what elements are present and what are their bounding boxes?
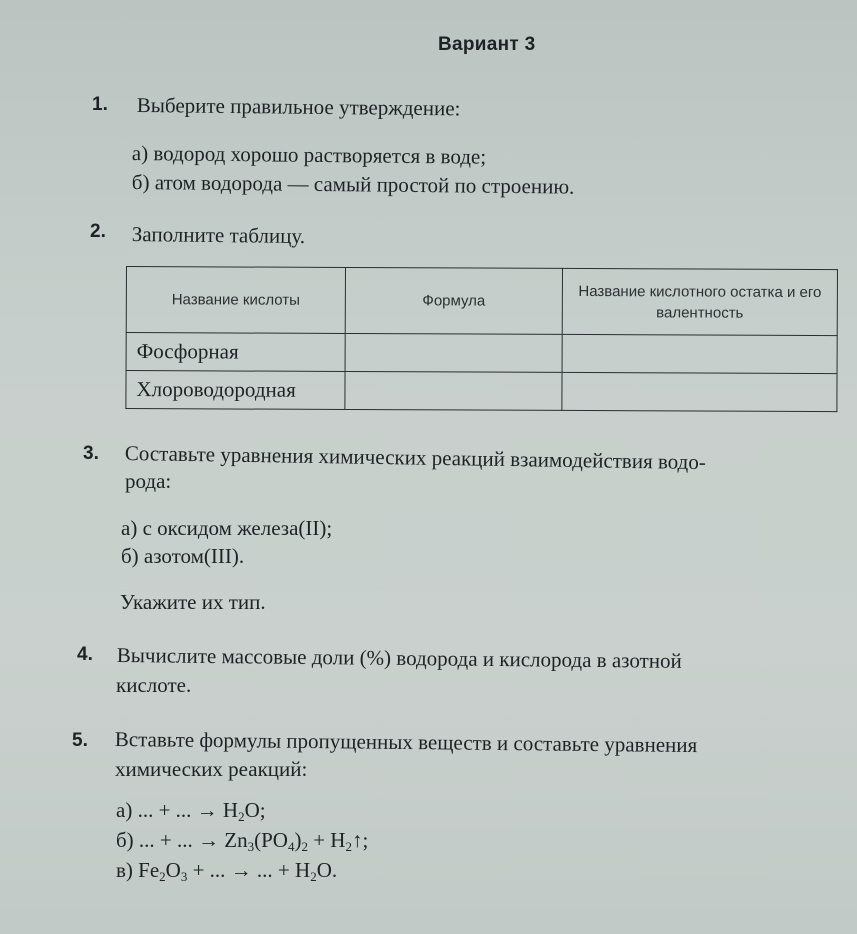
row-name-hydrochloric: Хлороводородная — [126, 371, 345, 410]
header-acid-name: Название кислоты — [126, 267, 345, 334]
option-a: а) с оксидом железа(II); — [121, 516, 333, 540]
cell-empty — [345, 371, 562, 410]
row-name-phosphoric: Фосфорная — [126, 333, 345, 372]
question-text: Заполните таблицу. — [131, 222, 306, 249]
option-a: а) водород хорошо растворяется в воде; — [131, 141, 487, 169]
header-residue: Название кислотного остатка и его валентность — [562, 268, 837, 335]
question-text-cont: кислоте. — [116, 673, 192, 697]
acid-table — [125, 266, 838, 412]
question-number: 3. — [83, 443, 99, 464]
note-text: Укажите их тип. — [120, 590, 266, 614]
equation-b: б) ... + ... → $Zn_3(PO_4)_2$ + $H_2↑$; — [116, 828, 369, 854]
question-text: Вставьте формулы пропущенных веществ и составьте уравнения — [114, 727, 698, 758]
header-formula: Формула — [345, 267, 562, 334]
question-text: Составьте уравнения химических реакций взаимодействия водо- — [124, 441, 707, 475]
question-text-cont: рода: — [125, 469, 172, 493]
option-b: б) азотом(III). — [121, 544, 245, 568]
question-text: Вычислите массовые доли (%) водорода и кислорода в азотной — [116, 643, 682, 673]
question-text: Выберите правильное утверждение: — [136, 93, 461, 121]
cell-empty — [562, 372, 837, 411]
equation-a: а) ... + ... → $H_2O$; — [116, 798, 266, 824]
page-title: Вариант 3 — [438, 34, 536, 55]
cell-empty — [562, 334, 837, 373]
question-number: 1. — [92, 94, 108, 115]
cell-empty — [345, 333, 562, 372]
question-number: 2. — [90, 221, 106, 242]
option-b: б) атом водорода — самый простой по строению. — [131, 170, 575, 199]
equation-c: в) $Fe_2O_3$ + ... → ... + $H_2O$. — [116, 858, 338, 884]
question-number: 5. — [72, 730, 88, 751]
question-number: 4. — [77, 644, 93, 665]
question-text-cont: химических реакций: — [115, 757, 308, 781]
